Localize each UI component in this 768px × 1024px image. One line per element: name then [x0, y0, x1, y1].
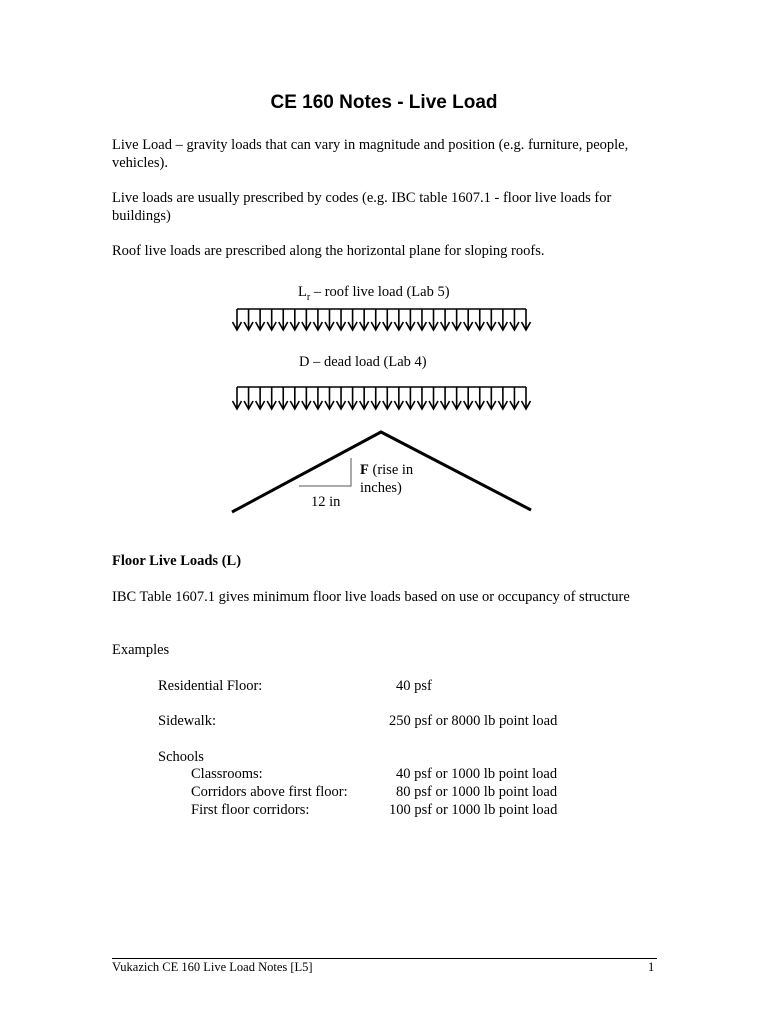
rise-label: F (rise in inches) — [360, 462, 414, 496]
footer-text: Vukazich CE 160 Live Load Notes [L5] — [112, 960, 313, 974]
paragraph-live-load-definition: Live Load – gravity loads that can vary in magnitude and position (e.g. furniture, people, vehicles). — [112, 137, 629, 171]
roof-live-load-arrows — [233, 309, 531, 330]
example-name: Sidewalk: — [158, 713, 216, 729]
dead-load-label: D – dead load (Lab 4) — [299, 354, 427, 370]
school-row-value: 80 psf or 1000 lb point load — [396, 784, 558, 800]
paragraph-codes: Live loads are usually prescribed by codes (e.g. IBC table 1607.1 - floor live loads for buildings) — [112, 190, 612, 224]
floor-intro: IBC Table 1607.1 gives minimum floor live loads based on use or occupancy of structure — [112, 589, 630, 605]
run-label: 12 in — [311, 494, 341, 510]
schools-label: Schools — [158, 749, 204, 765]
example-value: 40 psf — [396, 678, 432, 694]
dead-load-arrows — [233, 387, 531, 409]
school-row-name: Classrooms: — [191, 766, 263, 782]
roof-live-load-label: $L_r$ – roof live load (Lab 5) — [298, 284, 450, 303]
examples-label: Examples — [112, 642, 170, 658]
example-name: Residential Floor: — [158, 678, 263, 694]
footer-rule — [112, 958, 657, 959]
page-title: CE 160 Notes - Live Load — [270, 92, 498, 113]
paragraph-roof-live-loads: Roof live loads are prescribed along the horizontal plane for sloping roofs. — [112, 243, 545, 259]
school-row-name: Corridors above first floor: — [191, 784, 348, 800]
page-number: 1 — [648, 960, 655, 974]
school-row-name: First floor corridors: — [191, 802, 310, 818]
school-row-value: 40 psf or 1000 lb point load — [396, 766, 558, 782]
school-row-value: 100 psf or 1000 lb point load — [389, 802, 558, 818]
example-value: 250 psf or 8000 lb point load — [389, 713, 558, 729]
floor-live-loads-heading: Floor Live Loads (L) — [112, 553, 242, 569]
